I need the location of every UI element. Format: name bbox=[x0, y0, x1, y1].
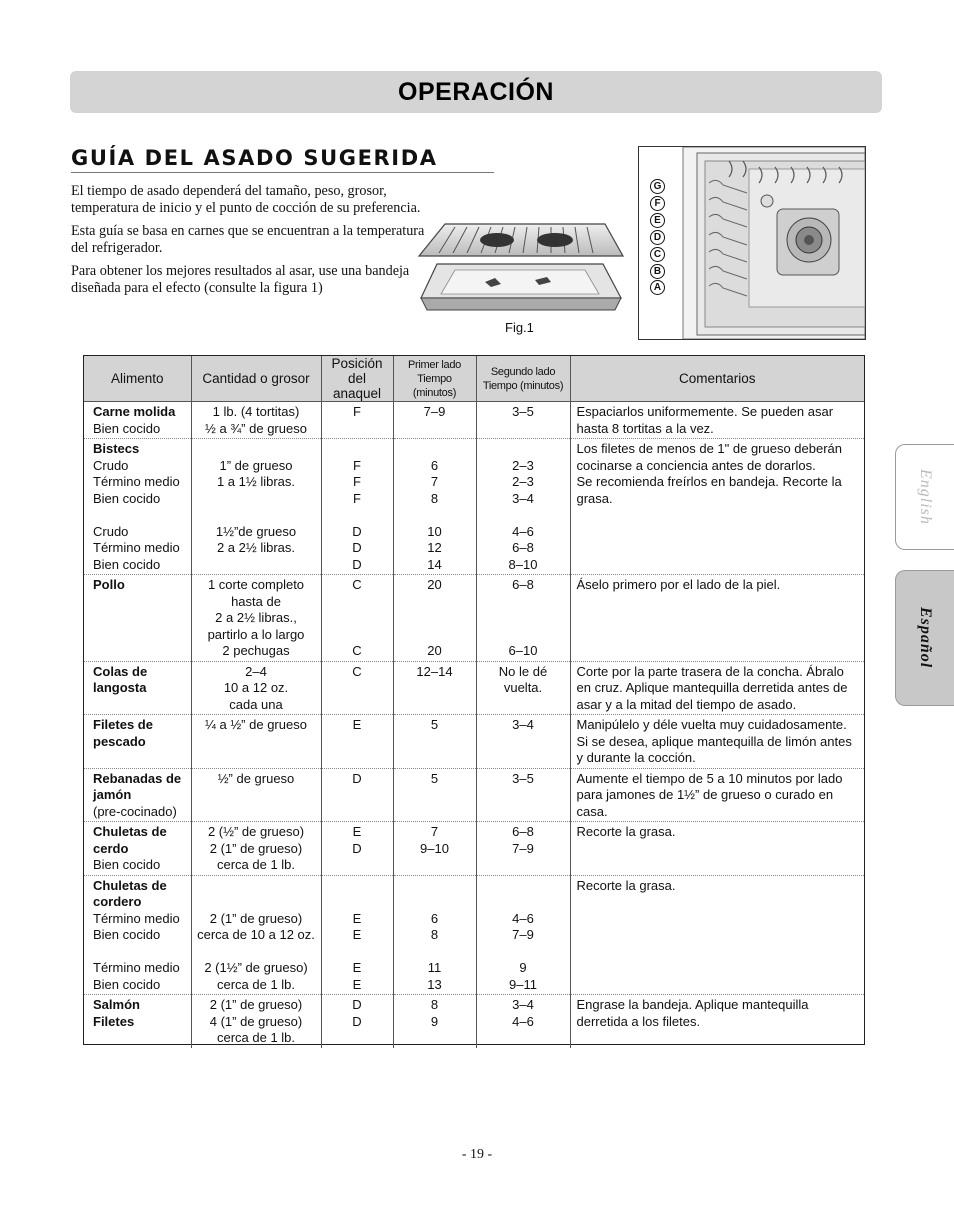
food-name: Filetes de pescado bbox=[93, 717, 153, 749]
rack-label-e: E bbox=[650, 213, 665, 228]
rack-position-cell: F bbox=[321, 402, 393, 439]
doneness-text: Término medio Bien cocido Término medio Bien cocido bbox=[93, 910, 180, 992]
second-side-time-cell: 3–5 bbox=[476, 402, 570, 439]
rack-position-cell: E D bbox=[321, 822, 393, 876]
quantity-cell: 2 (½” de grueso) 2 (1” de grueso) cerca de 1 lb. bbox=[191, 822, 321, 876]
food-name: Carne molida bbox=[93, 404, 176, 419]
doneness-text: Bien cocido bbox=[93, 857, 161, 872]
table-row bbox=[84, 439, 864, 575]
second-side-time-cell: 6–8 6–10 bbox=[476, 575, 570, 662]
tab-english[interactable] bbox=[895, 444, 954, 550]
quantity-cell: 1 corte completo hasta de 2 a 2½ libras., partirlo a lo largo 2 pechugas bbox=[191, 575, 321, 662]
table-row bbox=[84, 715, 864, 769]
first-side-time-cell: 12–14 bbox=[393, 661, 476, 715]
guide-title-text: GUÍA DEL ASADO SUGERIDA bbox=[71, 146, 438, 170]
food-name: Bistecs bbox=[93, 441, 140, 456]
table-row bbox=[84, 768, 864, 822]
intro-paragraph: El tiempo de asado dependerá del tamaño, peso, grosor, temperatura de inicio y el punto de cocción de su preferencia. bbox=[71, 183, 421, 216]
first-side-time-cell: 5 bbox=[393, 715, 476, 769]
quantity-cell: ½” de grueso bbox=[191, 768, 321, 822]
second-side-time-cell: 3–4 4–6 bbox=[476, 995, 570, 1048]
quantity-cell: 1 lb. (4 tortitas) ½ a ¾” de grueso bbox=[191, 402, 321, 439]
col-header-first-side bbox=[393, 356, 476, 402]
second-side-time-cell: 4–6 7–9 9 9–11 bbox=[476, 875, 570, 995]
doneness-text: (pre-cocinado) bbox=[93, 803, 177, 819]
food-name: Colas de langosta bbox=[93, 663, 148, 695]
food-cell bbox=[84, 439, 191, 575]
oven-cavity-illustration bbox=[639, 147, 865, 339]
rack-label-c: C bbox=[650, 247, 665, 262]
broiler-pan-illustration bbox=[415, 218, 625, 318]
first-side-label: Primer lado bbox=[408, 358, 461, 371]
intro-text bbox=[71, 183, 429, 303]
guide-title bbox=[71, 146, 494, 173]
rack-label-b: B bbox=[650, 264, 665, 279]
rack-label-a: A bbox=[650, 280, 665, 295]
quantity-cell: ¼ a ½” de grueso bbox=[191, 715, 321, 769]
rack-label-g: G bbox=[650, 179, 665, 194]
page-title: OPERACIÓN bbox=[398, 77, 554, 106]
doneness-text: Bien cocido bbox=[93, 420, 161, 436]
tab-english-label: English bbox=[917, 469, 934, 525]
comment-cell: Manipúlelo y déle vuelta muy cuidadosamente. Si se desea, aplique mantequilla de limón antes y durante la cocción. bbox=[570, 715, 864, 769]
food-name: Rebanadas de jamón bbox=[93, 770, 182, 802]
rack-position-cell: F F F D D D bbox=[321, 439, 393, 575]
intro-paragraph: Esta guía se basa en carnes que se encuentran a la temperatura del refrigerador. bbox=[71, 223, 425, 256]
comment-cell: Espaciarlos uniformemente. Se pueden asar hasta 8 tortitas a la vez. bbox=[570, 402, 864, 439]
table-row bbox=[84, 995, 864, 1048]
rack-position-cell: E E E E bbox=[321, 875, 393, 995]
rack-position-cell: D bbox=[321, 768, 393, 822]
broil-guide-table bbox=[83, 355, 865, 1045]
second-side-time-cell: 6–8 7–9 bbox=[476, 822, 570, 876]
col-header-position: Posición del anaquel bbox=[321, 356, 393, 402]
first-side-time-cell: 8 9 bbox=[393, 995, 476, 1048]
table-header-row bbox=[84, 356, 864, 402]
first-side-time-cell: 5 bbox=[393, 768, 476, 822]
second-side-time-cell: No le dé vuelta. bbox=[476, 661, 570, 715]
first-side-unit: Tiempo (minutos) bbox=[412, 372, 457, 399]
comment-cell: Corte por la parte trasera de la concha. Ábralo en cruz. Aplique mantequilla derretida antes de asar y a la mitad del tiempo de asado. bbox=[570, 661, 864, 715]
tab-espanol-label: Español bbox=[917, 607, 934, 669]
comment-cell: Engrase la bandeja. Aplique mantequilla derretida a los filetes. bbox=[570, 995, 864, 1048]
col-header-second-side bbox=[476, 356, 570, 402]
rack-position-cell: E bbox=[321, 715, 393, 769]
second-side-time-cell: 3–4 bbox=[476, 715, 570, 769]
first-side-time-cell: 6 7 8 10 12 14 bbox=[393, 439, 476, 575]
tab-espanol[interactable] bbox=[895, 570, 954, 706]
second-side-unit: Tiempo (minutos) bbox=[482, 379, 564, 392]
col-header-comments: Comentarios bbox=[570, 356, 864, 402]
table-row bbox=[84, 822, 864, 876]
first-side-time-cell: 7 9–10 bbox=[393, 822, 476, 876]
food-cell bbox=[84, 715, 191, 769]
food-cell bbox=[84, 822, 191, 876]
page-number: - 19 - bbox=[461, 1147, 493, 1162]
col-header-food: Alimento bbox=[84, 356, 191, 402]
comment-cell: Los filetes de menos de 1" de grueso deberán cocinarse a conciencia antes de dorarlos. Se recomienda freírlos en bandeja. Recorte la grasa. bbox=[570, 439, 864, 575]
food-name: Chuletas de cerdo bbox=[93, 824, 167, 856]
quantity-cell: 1” de grueso 1 a 1½ libras. 1½”de grueso 2 a 2½ libras. bbox=[191, 439, 321, 575]
section-banner bbox=[70, 71, 882, 113]
rack-label-f: F bbox=[650, 196, 665, 211]
table-row bbox=[84, 875, 864, 995]
comment-cell: Aumente el tiempo de 5 a 10 minutos por lado para jamones de 1½” de grueso o curado en casa. bbox=[570, 768, 864, 822]
comment-cell: Áselo primero por el lado de la piel. bbox=[570, 575, 864, 662]
rack-label-d: D bbox=[650, 230, 665, 245]
intro-paragraph: Para obtener los mejores resultados al asar, use una bandeja diseñada para el efecto (consulte la figura 1) bbox=[71, 263, 410, 296]
rack-position-cell: C C bbox=[321, 575, 393, 662]
food-cell bbox=[84, 768, 191, 822]
doneness-text: Crudo Término medio Bien cocido Crudo Término medio Bien cocido bbox=[93, 457, 180, 572]
table-row bbox=[84, 661, 864, 715]
rack-position-cell: C bbox=[321, 661, 393, 715]
figure-caption: Fig.1 bbox=[505, 320, 534, 335]
food-cell bbox=[84, 575, 191, 662]
quantity-cell: 2 (1” de grueso) 4 (1” de grueso) cerca de 1 lb. bbox=[191, 995, 321, 1048]
food-name: Salmón Filetes bbox=[93, 997, 140, 1029]
second-side-label: Segundo lado bbox=[490, 365, 556, 378]
first-side-time-cell: 6 8 11 13 bbox=[393, 875, 476, 995]
food-cell bbox=[84, 402, 191, 439]
second-side-time-cell: 2–3 2–3 3–4 4–6 6–8 8–10 bbox=[476, 439, 570, 575]
quantity-cell: 2 (1” de grueso) cerca de 10 a 12 oz. 2 (1½” de grueso) cerca de 1 lb. bbox=[191, 875, 321, 995]
comment-cell: Recorte la grasa. bbox=[570, 822, 864, 876]
food-cell bbox=[84, 875, 191, 995]
first-side-time-cell: 20 20 bbox=[393, 575, 476, 662]
food-cell bbox=[84, 995, 191, 1048]
col-header-quantity: Cantidad o grosor bbox=[191, 356, 321, 402]
table-row bbox=[84, 575, 864, 662]
oven-rack-diagram bbox=[638, 146, 866, 340]
table-row bbox=[84, 402, 864, 439]
food-cell bbox=[84, 661, 191, 715]
comment-cell: Recorte la grasa. bbox=[570, 875, 864, 995]
first-side-time-cell: 7–9 bbox=[393, 402, 476, 439]
quantity-cell: 2–4 10 a 12 oz. cada una bbox=[191, 661, 321, 715]
food-name: Chuletas de cordero bbox=[93, 877, 167, 909]
food-name: Pollo bbox=[93, 577, 125, 592]
second-side-time-cell: 3–5 bbox=[476, 768, 570, 822]
rack-position-cell: D D bbox=[321, 995, 393, 1048]
